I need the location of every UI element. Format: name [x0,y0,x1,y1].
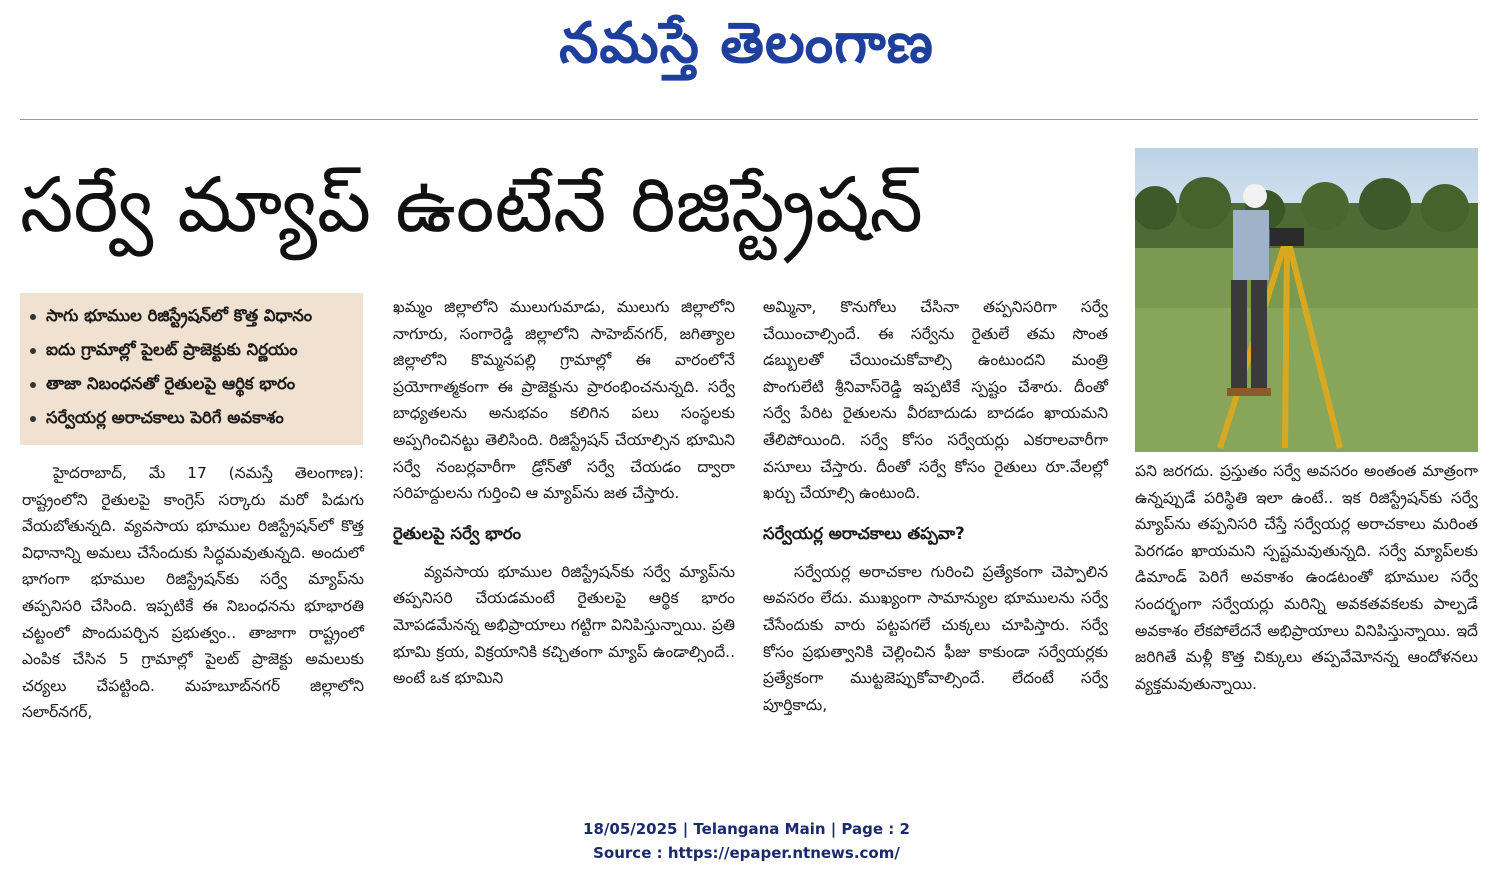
paragraph: అమ్మినా, కొనుగోలు చేసినా తప్పనిసరిగా సర్వే చేయించాల్సిందే. ఈ సర్వేను రైతులే తమ సొంత డబ్బులతో చేయించుకోవాల్సి ఉంటుందని మంత్రి పొంగులేటి శ్రీనివాస్‌రెడ్డి ఇప్పటికే స్పష్టం చేశారు. దీంతో సర్వే పేరిట రైతులను వీరబాదుడు బాదడం ఖాయమని తేలిపోయింది. సర్వే కోసం సర్వేయర్లు ఎకరాలవారీగా వసూలు చేస్తారు. దీంతో సర్వే కోసం రైతులు రూ.వేలల్లో ఖర్చు చేయాల్సి ఉంటుంది. [763,298,1108,503]
subheading: రైతులపై సర్వే భారం [393,523,522,543]
highlights-box [20,293,363,445]
bullet-icon [30,314,36,320]
bullet-icon [30,382,36,388]
article-column-4 [1135,458,1478,697]
photo-illustration [1135,148,1478,452]
article-column-1 [22,460,364,726]
paragraph: పని జరగదు. ప్రస్తుతం సర్వే అవసరం అంతంత మాత్రంగా ఉన్నప్పుడే పరిస్థితి ఇలా ఉంటే.. ఇక రిజిస్ట్రేషన్‌కు సర్వే మ్యాప్‌ను తప్పనిసరి చేస్తే సర్వేయర్ల అరాచకాలు మరింత పెరగడం ఖాయమని స్పష్టమవుతున్నది. సర్వే మ్యాప్‌లకు డిమాండ్ పెరిగే అవకాశం ఉండటంతో భూముల సర్వే సందర్భంగా సర్వేయర్లు మరిన్ని అవకతవకలకు పాల్పడే అవకాశం లేకపోలేదనే అభిప్రాయాలు వినిపిస్తున్నాయి. ఇదే జరిగితే మళ్లీ కొత్త చిక్కులు తప్పవేమోనన్న ఆందోళనలు వ్యక్తమవుతున్నాయి. [1135,462,1478,693]
masthead-title: నమస్తే తెలంగాణ [559,11,934,76]
page-headline: సర్వే మ్యాప్ ఉంటేనే రిజిస్ట్రేషన్ [20,160,923,249]
bullet-icon [30,348,36,354]
paragraph: ఖమ్మం జిల్లాలోని ములుగుమాడు, ములుగు జిల్లాలోని నాగూరు, సంగారెడ్డి జిల్లాలోని సాహెబ్‌నగర్, జగిత్యాల జిల్లాలోని కొమ్మనపల్లి గ్రామాల్లో ఈ వారంలోనే ప్రయోగాత్మకంగా ఈ ప్రాజెక్టును ప్రారంభించనున్నది. సర్వే బాధ్యతలను అనుభవం కలిగిన పలు సంస్థలకు అప్పగించినట్టు తెలిసింది. రిజిస్ట్రేషన్ చేయాల్సిన భూమిని సర్వే నంబర్లవారీగా డ్రోన్‌తో సర్వే చేయడం ద్వారా సరిహద్దులను గుర్తించి ఆ మ్యాప్‌ను జత చేస్తారు. [393,298,735,503]
paragraph: హైదరాబాద్, మే 17 (నమస్తే తెలంగాణ): రాష్ట్రంలోని రైతులపై కాంగ్రెస్ సర్కారు మరో పిడుగు వేయబోతున్నది. వ్యవసాయ భూముల రిజిస్ట్రేషన్‌లో కొత్త విధానాన్ని అమలు చేసేందుకు సిద్ధమవుతున్నది. అందులో భాగంగా భూముల రిజిస్ట్రేషన్‌కు సర్వే మ్యాప్‌ను తప్పనిసరి చేసింది. ఇప్పటికే ఈ నిబంధనను భూభారతి చట్టంలో పొందుపర్చిన ప్రభుత్వం.. తాజాగా రాష్ట్రంలో ఎంపిక చేసిన 5 గ్రామాల్లో పైలట్ ప్రాజెక్టు అమలుకు చర్యలు చేపట్టింది. మహబూబ్‌నగర్ జిల్లాలోని సలార్‌నగర్, [22,464,364,722]
subheading: సర్వేయర్ల అరాచకాలు తప్పవా? [763,523,965,543]
highlight-item: ఐదు గ్రామాల్లో పైలట్ ప్రాజెక్టుకు నిర్ణయం [20,333,363,367]
footer-source-link[interactable]: Source : https://epaper.ntnews.com/ [593,844,900,862]
paragraph: సర్వేయర్ల అరాచకాల గురించి ప్రత్యేకంగా చెప్పాలిన అవసరం లేదు. ముఖ్యంగా సామాన్యుల భూములను సర్వే చేసేందుకు వారు పట్టపగలే చుక్కలు చూపిస్తారు. సర్వే కోసం ప్రభుత్వానికి చెల్లించిన ఫీజు కాకుండా సర్వేయర్లకు ప్రత్యేకంగా ముట్టజెప్పుకోవాల్సిందే. లేదంటే సర్వే పూర్తికాదు, [763,562,1108,714]
highlight-item: సర్వేయర్ల అరాచకాలు పెరిగే అవకాశం [20,401,363,435]
masthead-logo [0,8,1493,80]
footer-edition-info: 18/05/2025 | Telangana Main | Page : 2 [583,820,910,838]
highlight-item: సాగు భూముల రిజిస్ట్రేషన్‌లో కొత్త విధానం [20,299,363,333]
article-column-3 [763,294,1108,718]
bullet-icon [30,416,36,422]
surveyor-photo [1135,148,1478,452]
paragraph: వ్యవసాయ భూముల రిజిస్ట్రేషన్‌కు సర్వే మ్యాప్‌ను తప్పనిసరి చేయడమంటే రైతులపై ఆర్థిక భారం మోపడమేనన్న అభిప్రాయాలు గట్టిగా వినిపిస్తున్నాయి. ప్రతి భూమి క్రయ, విక్రయానికి కచ్చితంగా మ్యాప్ ఉండాల్సిందే.. అంటే ఒక భూమిని [393,562,735,688]
highlight-item: తాజా నిబంధనతో రైతులపై ఆర్థిక భారం [20,367,363,401]
article-column-2 [393,294,735,692]
masthead-divider [20,119,1478,120]
